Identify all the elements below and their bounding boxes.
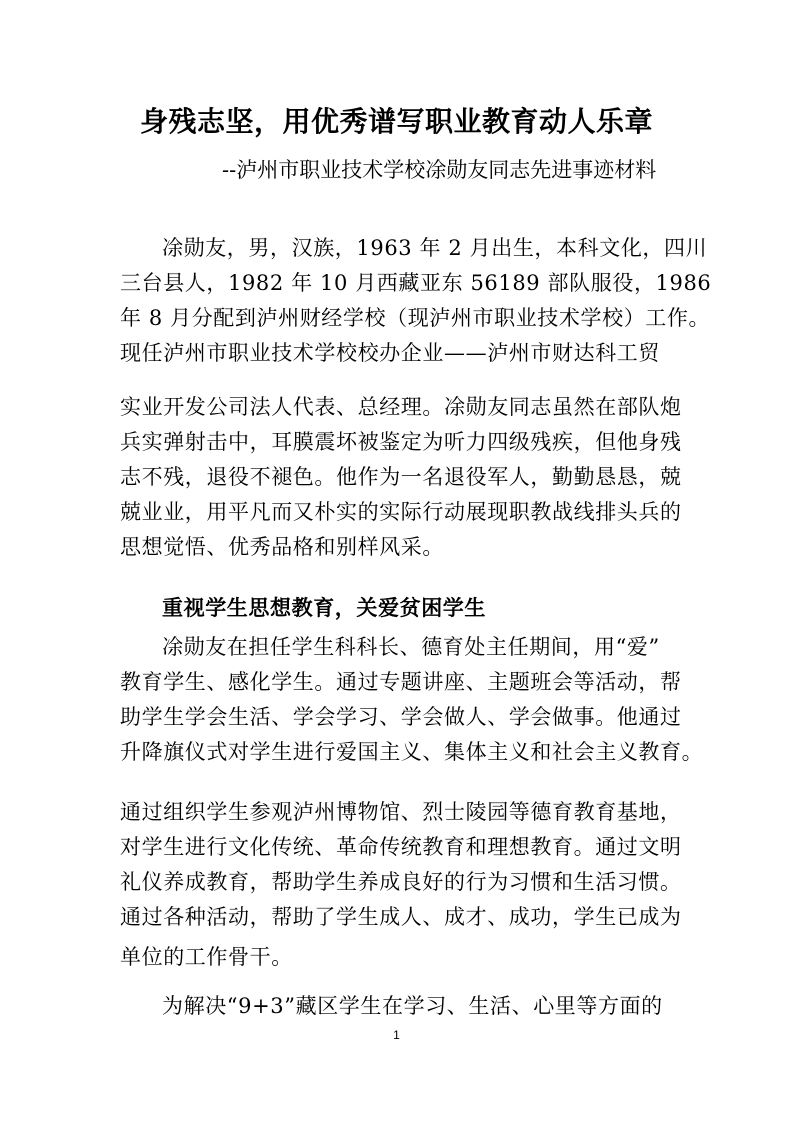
paragraph-line: 礼仪养成教育，帮助学生养成良好的行为习惯和生活习惯。 — [120, 870, 682, 894]
paragraph-line: 教育学生、感化学生。通过专题讲座、主题班会等活动，帮 — [120, 670, 682, 694]
paragraph-line: 凃勋友在担任学生科科长、德育处主任期间，用“爱” — [162, 635, 660, 659]
paragraph-line: 为解决“9+3”藏区学生在学习、生活、心里等方面的 — [162, 994, 663, 1018]
document-subtitle: --泸州市职业技术学校凃勋友同志先进事迹材料 — [222, 158, 657, 182]
paragraph-line: 通过组织学生参观泸州博物馆、烈士陵园等德育教育基地， — [120, 800, 682, 824]
paragraph-line: 现任泸州市职业技术学校校办企业——泸州市财达科工贸 — [120, 341, 660, 365]
paragraph-line: 单位的工作骨干。 — [120, 945, 293, 969]
paragraph-line: 助学生学会生活、学会学习、学会做人、学会做事。他通过 — [120, 705, 682, 729]
paragraph-line: 凃勋友，男，汉族，1963 年 2 月出生，本科文化，四川 — [162, 236, 708, 260]
paragraph-line: 志不残，退役不褪色。他作为一名退役军人，勤勤恳恳，兢 — [120, 465, 682, 489]
paragraph-line: 升降旗仪式对学生进行爱国主义、集体主义和社会主义教育。 — [120, 740, 704, 764]
paragraph-line: 思想觉悟、优秀品格和别样风采。 — [120, 535, 444, 559]
section-heading: 重视学生思想教育，关爱贫困学生 — [162, 596, 486, 620]
paragraph-line: 对学生进行文化传统、革命传统教育和理想教育。通过文明 — [120, 835, 682, 859]
paragraph-line: 兢业业，用平凡而又朴实的实际行动展现职教战线排头兵的 — [120, 500, 682, 524]
paragraph-line: 三台县人，1982 年 10 月西藏亚东 56189 部队服役，1986 — [120, 271, 712, 295]
paragraph-line: 实业开发公司法人代表、总经理。凃勋友同志虽然在部队炮 — [120, 395, 682, 419]
document-title: 身残志坚，用优秀谱写职业教育动人乐章 — [139, 105, 653, 138]
paragraph-line: 通过各种活动，帮助了学生成人、成才、成功，学生已成为 — [120, 905, 682, 929]
page-number: 1 — [393, 1028, 400, 1042]
paragraph-line: 兵实弹射击中，耳膜震坏被鉴定为听力四级残疾，但他身残 — [120, 430, 682, 454]
paragraph-line: 年 8 月分配到泸州财经学校（现泸州市职业技术学校）工作。 — [120, 306, 711, 330]
